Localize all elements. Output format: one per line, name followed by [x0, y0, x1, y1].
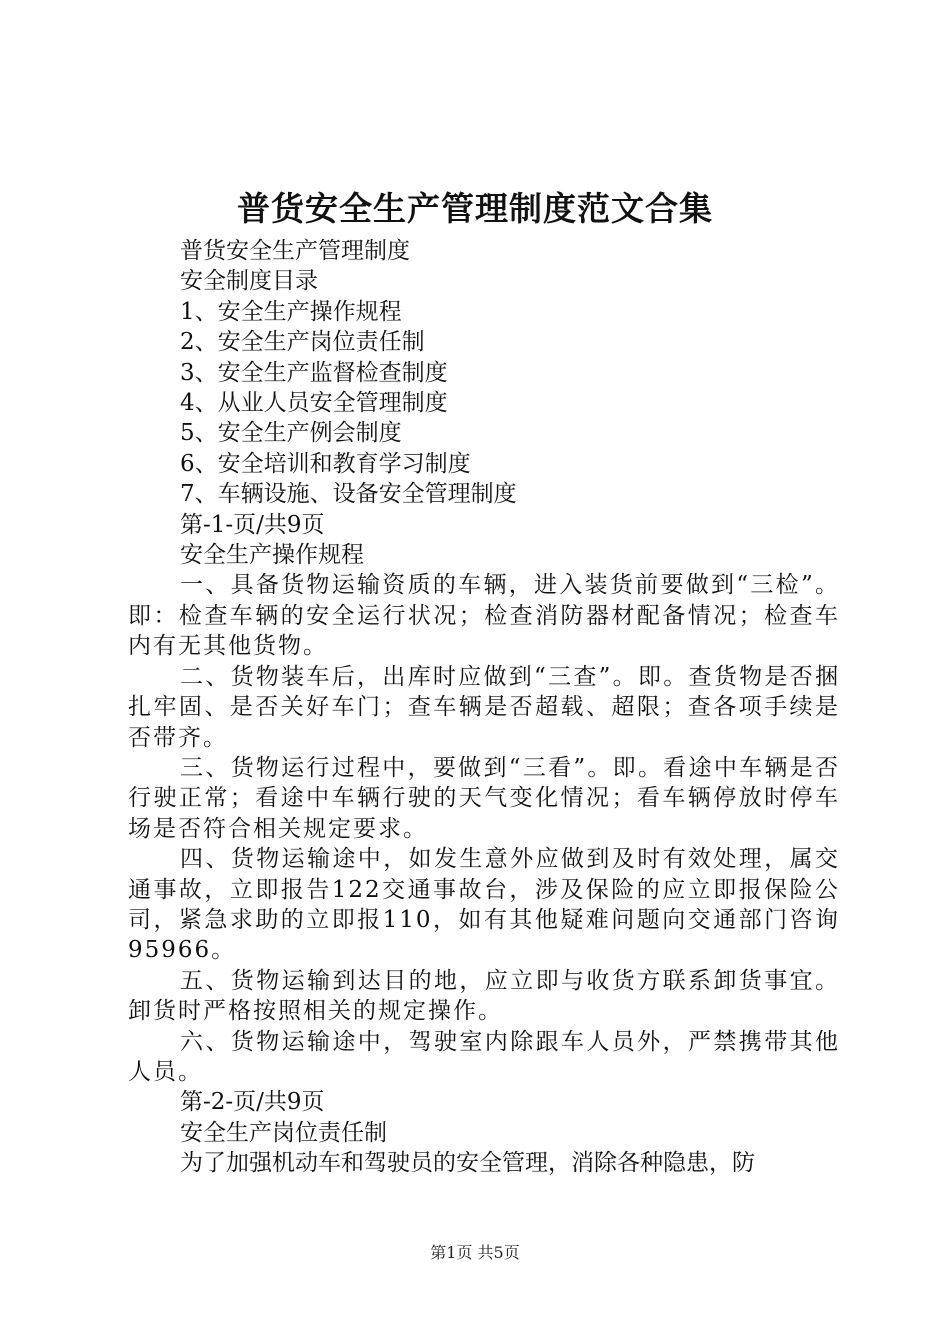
body-paragraph: 五、货物运输到达目的地，应立即与收货方联系卸货事宜。卸货时严格按照相关的规定操作。 — [128, 967, 840, 1025]
toc-title: 安全制度目录 — [180, 268, 318, 295]
body-paragraph: 六、货物运输途中，驾驶室内除跟车人员外，严禁携带其他人员。 — [128, 1028, 840, 1085]
body-paragraph: 二、货物装车后，出库时应做到“三查”。即。查货物是否捆扎牢固、是否关好车门；查车辆是否超载、超限；查各项手续是否带齐。 — [128, 663, 840, 751]
section-title: 安全生产岗位责任制 — [180, 1119, 387, 1146]
toc-item: 1、安全生产操作规程 — [180, 298, 402, 325]
toc-item: 2、安全生产岗位责任制 — [180, 329, 425, 356]
heading-line: 普货安全生产管理制度 — [180, 238, 410, 264]
body-paragraph: 为了加强机动车和驾驶员的安全管理，消除各种隐患，防 — [180, 1150, 755, 1177]
toc-item: 4、从业人员安全管理制度 — [180, 390, 448, 417]
page-marker: 第-1-页/共9页 — [180, 511, 325, 538]
document-body — [128, 236, 840, 1179]
body-paragraph: 三、货物运行过程中，要做到“三看”。即。看途中车辆是否行驶正常；看途中车辆行驶的天气变化情况；看车辆停放时停车场是否符合相关规定要求。 — [128, 754, 840, 842]
toc-item: 6、安全培训和教育学习制度 — [180, 450, 471, 477]
page-marker: 第-2-页/共9页 — [180, 1089, 325, 1116]
page-footer: 第1页 共5页 — [430, 1243, 520, 1262]
toc-item: 5、安全生产例会制度 — [180, 420, 402, 447]
toc-item: 3、安全生产监督检查制度 — [180, 359, 448, 386]
body-paragraph: 四、货物运输途中，如发生意外应做到及时有效处理，属交通事故，立即报告122交通事故台，涉及保险的应立即报保险公司，紧急求助的立即报110，如有其他疑难问题向交通部门咨询95966。 — [128, 846, 840, 964]
section-title: 安全生产操作规程 — [180, 542, 364, 569]
body-paragraph: 一、具备货物运输资质的车辆，进入装货前要做到“三检”。即：检查车辆的安全运行状况；检查消防器材配备情况；检查车内有无其他货物。 — [128, 572, 840, 660]
toc-item: 7、车辆设施、设备安全管理制度 — [180, 481, 517, 508]
document-title: 普货安全生产管理制度范文合集 — [237, 189, 713, 228]
